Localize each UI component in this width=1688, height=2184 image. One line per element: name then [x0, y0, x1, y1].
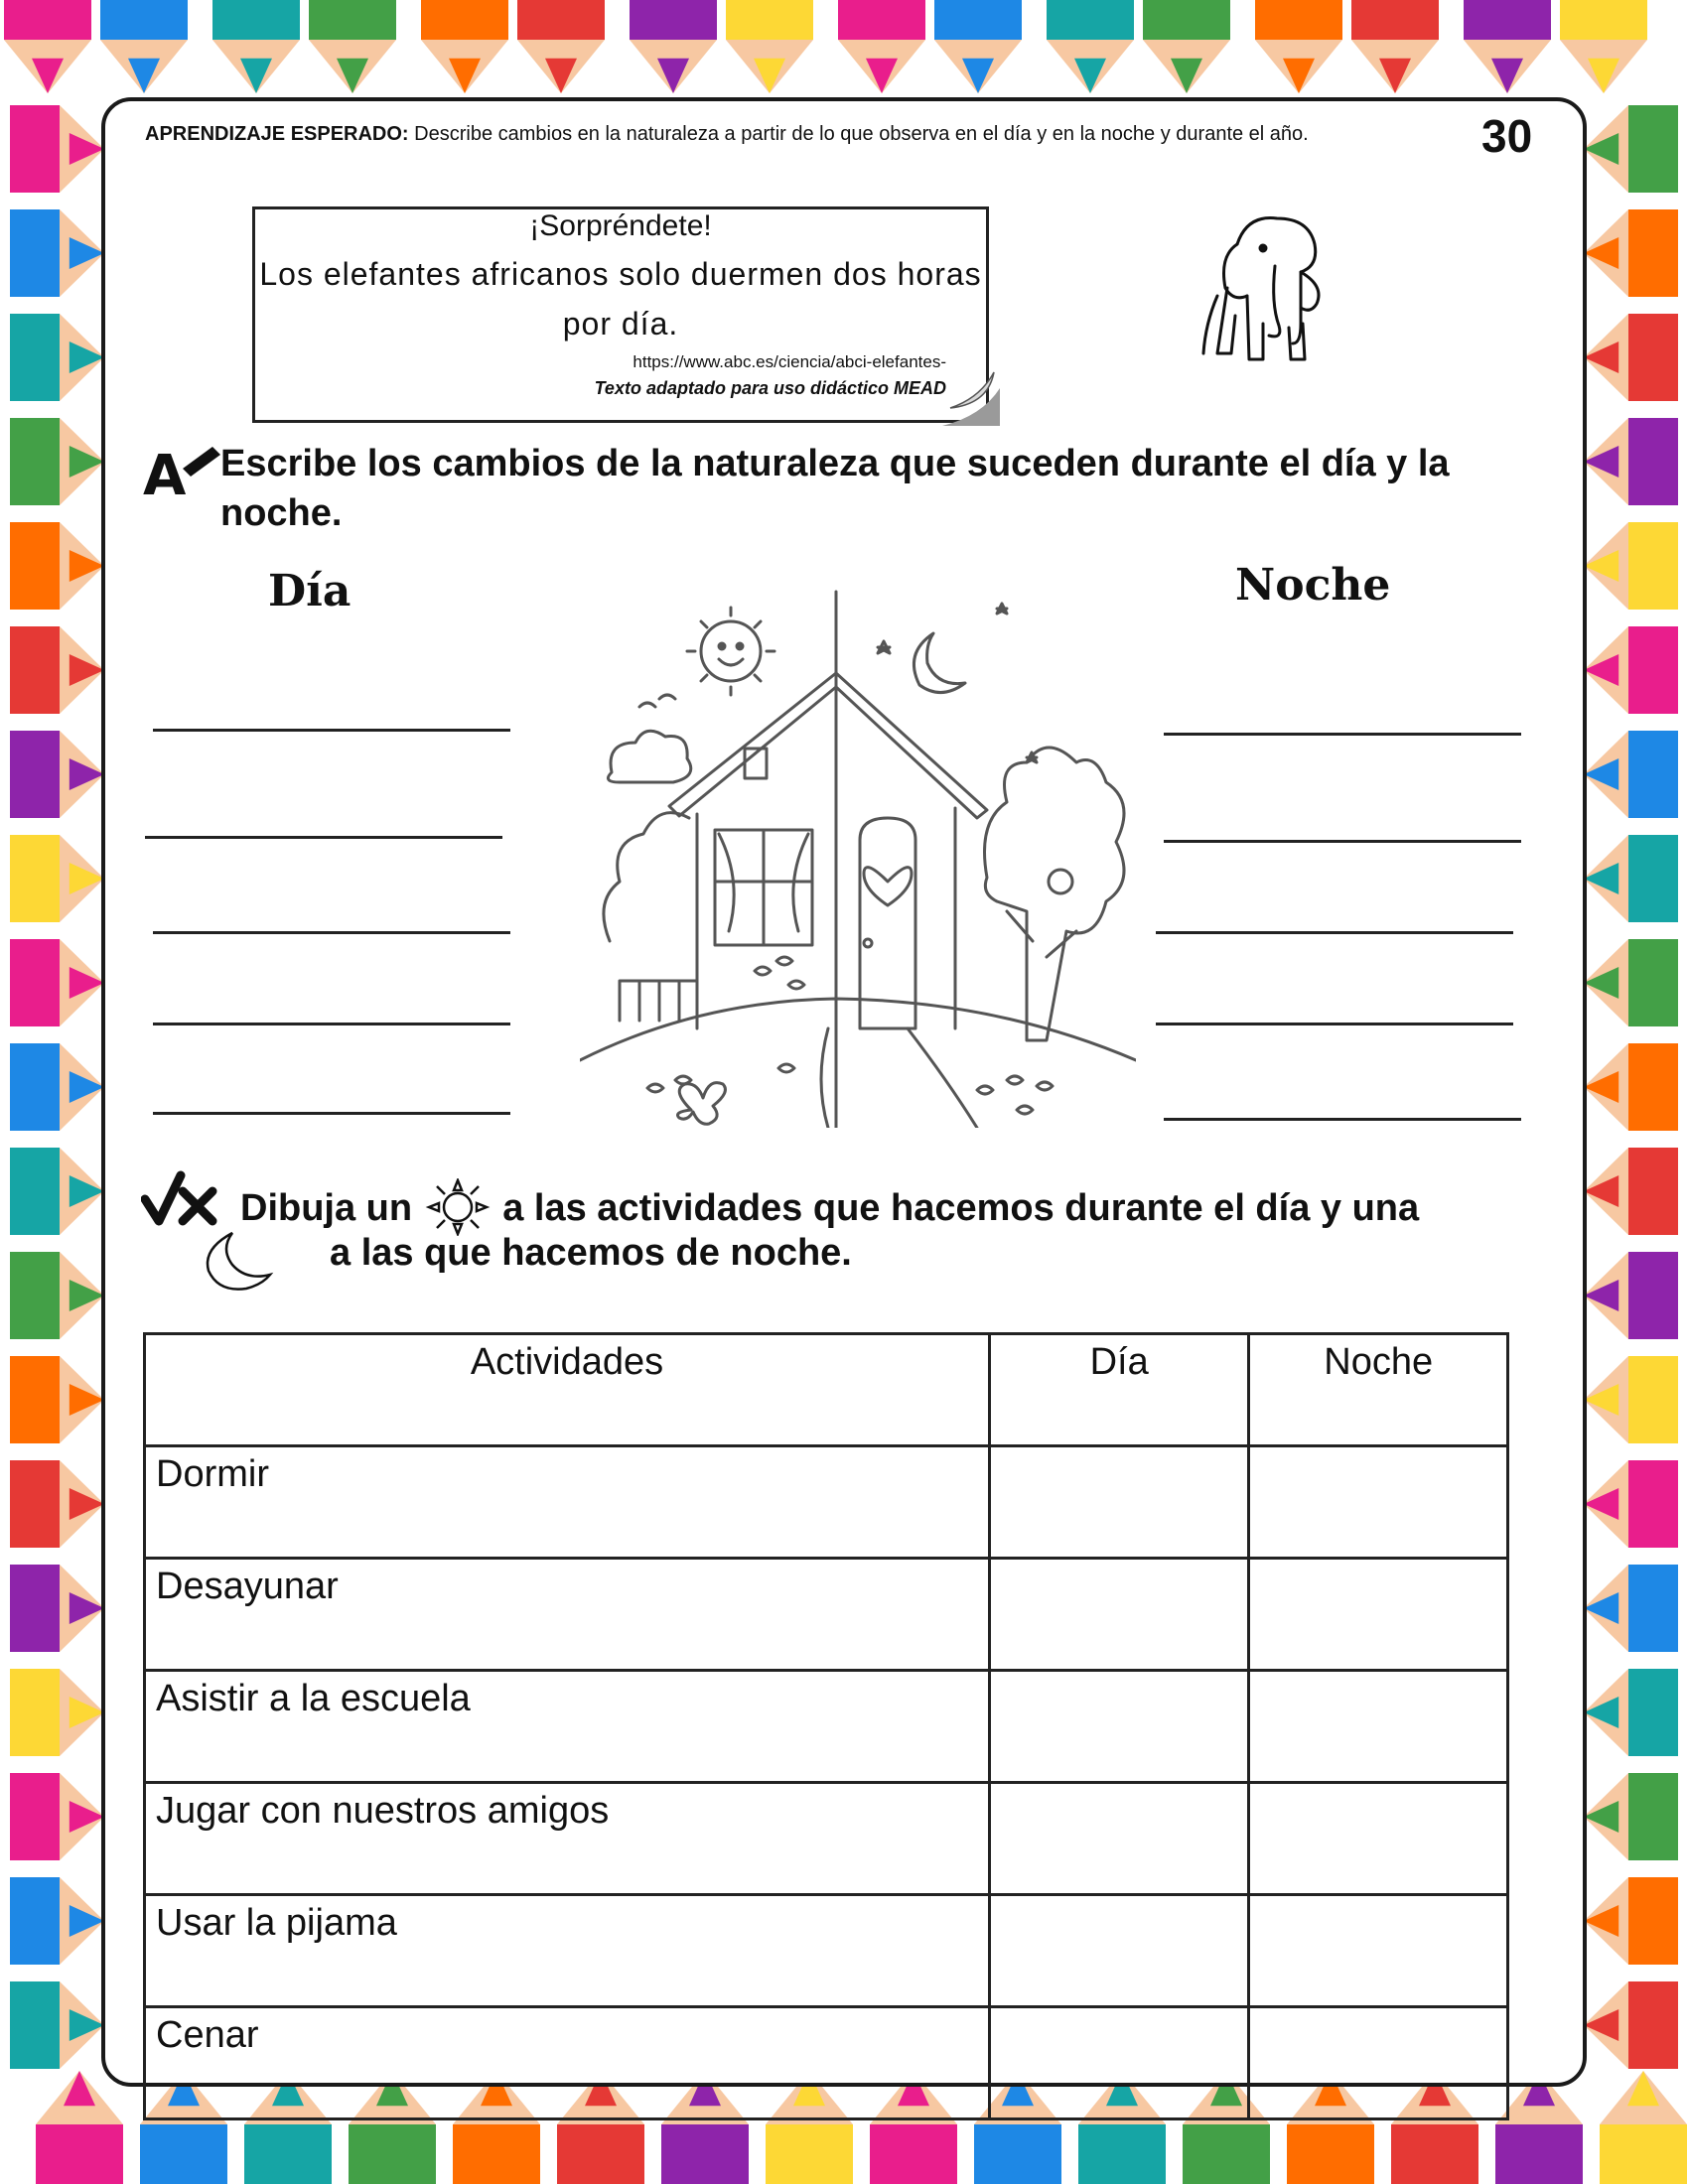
- table-row: [145, 1895, 1508, 2007]
- night-writing-line[interactable]: [1164, 1118, 1521, 1121]
- pencil-icon: [1584, 731, 1678, 818]
- pencil-icon: [1584, 314, 1678, 401]
- day-writing-line[interactable]: [145, 836, 502, 839]
- letter-a-pencil-icon: [143, 439, 222, 498]
- pencil-icon: [1584, 1877, 1678, 1965]
- instruction-a: Escribe los cambios de la naturaleza que suceden durante el día y la noche.: [220, 443, 1450, 534]
- pencil-icon: [1584, 105, 1678, 193]
- day-writing-line[interactable]: [153, 1023, 510, 1025]
- table-row: [145, 1446, 1508, 1559]
- pencil-icon: [10, 1356, 104, 1443]
- night-answer-cell[interactable]: [1249, 1559, 1508, 1671]
- pencil-icon: [1584, 522, 1678, 610]
- page-number: 30: [1481, 110, 1533, 162]
- night-answer-cell[interactable]: [1249, 1783, 1508, 1895]
- pencil-icon: [1464, 0, 1551, 93]
- pencil-icon: [1584, 939, 1678, 1026]
- pencil-icon: [1584, 1252, 1678, 1339]
- table-row: [145, 2007, 1508, 2119]
- day-night-house-illustration: [580, 584, 1136, 1128]
- pencil-icon: [1584, 1043, 1678, 1131]
- activity-name: Jugar con nuestros amigos: [145, 1783, 990, 1895]
- header-night: Noche: [1249, 1334, 1508, 1446]
- day-answer-cell[interactable]: [989, 1671, 1248, 1783]
- day-heading: Día: [268, 566, 352, 616]
- day-writing-line[interactable]: [153, 729, 510, 732]
- pencil-icon: [934, 0, 1022, 93]
- pencil-icon: [1584, 209, 1678, 297]
- table-row: [145, 1559, 1508, 1671]
- pencil-icon: [1560, 0, 1647, 93]
- activity-name: Asistir a la escuela: [145, 1671, 990, 1783]
- pencil-icon: [10, 1669, 104, 1756]
- learning-goal-label: APRENDIZAJE ESPERADO:: [145, 123, 409, 145]
- day-writing-line[interactable]: [153, 931, 510, 934]
- pencil-icon: [1584, 1981, 1678, 2069]
- pencil-icon: [1584, 1565, 1678, 1652]
- instruction-b-part2: a las actividades que hacemos durante el día y una: [502, 1187, 1420, 1229]
- pencil-icon: [10, 209, 104, 297]
- pencil-icon: [1255, 0, 1342, 93]
- instruction-b-part1: Dibuja un: [240, 1187, 413, 1229]
- fact-source: https://www.abc.es/ciencia/abci-elefantes-: [633, 352, 946, 371]
- night-answer-cell[interactable]: [1249, 2007, 1508, 2119]
- pencil-icon: [10, 731, 104, 818]
- checkmark-x-icon: [141, 1169, 220, 1229]
- pencil-icon: [838, 0, 925, 93]
- pencil-icon: [421, 0, 508, 93]
- day-answer-cell[interactable]: [989, 1446, 1248, 1559]
- pencil-icon: [10, 1565, 104, 1652]
- night-writing-line[interactable]: [1156, 1023, 1513, 1025]
- activity-name: Dormir: [145, 1446, 990, 1559]
- pencil-icon: [10, 522, 104, 610]
- svg-text:A: A: [143, 444, 187, 498]
- pencil-icon: [630, 0, 717, 93]
- pencil-icon: [10, 418, 104, 505]
- header-day: Día: [989, 1334, 1248, 1446]
- night-writing-line[interactable]: [1164, 733, 1521, 736]
- pencil-icon: [1584, 835, 1678, 922]
- fact-box: [252, 206, 989, 423]
- learning-goal: [145, 123, 1309, 146]
- pencil-icon: [1584, 418, 1678, 505]
- learning-goal-text: Describe cambios en la naturaleza a partir de lo que observa en el día y en la noche y durante el año.: [414, 123, 1309, 145]
- fact-title: ¡Sorpréndete!: [529, 209, 712, 242]
- page-curl-icon: [942, 368, 1000, 426]
- pencil-icon: [10, 1148, 104, 1235]
- day-answer-cell[interactable]: [989, 1895, 1248, 2007]
- worksheet-frame: [101, 97, 1587, 2087]
- activity-name: Desayunar: [145, 1559, 990, 1671]
- pencil-icon: [10, 939, 104, 1026]
- night-answer-cell[interactable]: [1249, 1671, 1508, 1783]
- fact-text: Los elefantes africanos solo duermen dos horas por día.: [259, 256, 982, 341]
- pencil-icon: [1143, 0, 1230, 93]
- night-answer-cell[interactable]: [1249, 1895, 1508, 2007]
- day-writing-line[interactable]: [153, 1112, 510, 1115]
- pencil-icon: [1584, 1148, 1678, 1235]
- pencil-icon: [517, 0, 605, 93]
- night-heading: Noche: [1235, 560, 1391, 611]
- activity-name: Usar la pijama: [145, 1895, 990, 2007]
- pencil-icon: [10, 105, 104, 193]
- day-answer-cell[interactable]: [989, 2007, 1248, 2119]
- pencil-icon: [10, 1773, 104, 1860]
- table-header-row: [145, 1334, 1508, 1446]
- pencil-icon: [1351, 0, 1439, 93]
- pencil-icon: [4, 0, 91, 93]
- pencil-icon: [726, 0, 813, 93]
- moon-icon: [203, 1229, 274, 1293]
- pencil-icon: [212, 0, 300, 93]
- night-writing-line[interactable]: [1164, 840, 1521, 843]
- pencil-icon: [1584, 1669, 1678, 1756]
- pencil-icon: [100, 0, 188, 93]
- pencil-icon: [10, 1460, 104, 1548]
- day-answer-cell[interactable]: [989, 1783, 1248, 1895]
- pencil-icon: [10, 835, 104, 922]
- activities-table: [143, 1332, 1509, 2120]
- pencil-icon: [10, 314, 104, 401]
- pencil-icon: [10, 1877, 104, 1965]
- header-activities: Actividades: [145, 1334, 990, 1446]
- activity-name: Cenar: [145, 2007, 990, 2119]
- day-answer-cell[interactable]: [989, 1559, 1248, 1671]
- pencil-icon: [1584, 1356, 1678, 1443]
- night-answer-cell[interactable]: [1249, 1446, 1508, 1559]
- elephant-icon: [1197, 205, 1336, 383]
- pencil-icon: [10, 1043, 104, 1131]
- night-writing-line[interactable]: [1156, 931, 1513, 934]
- pencil-icon: [10, 626, 104, 714]
- pencil-icon: [1584, 626, 1678, 714]
- pencil-icon: [10, 1252, 104, 1339]
- pencil-icon: [1047, 0, 1134, 93]
- pencil-icon: [10, 1981, 104, 2069]
- pencil-icon: [1600, 2071, 1687, 2184]
- fact-credit: Texto adaptado para uso didáctico MEAD: [594, 378, 946, 398]
- table-row: [145, 1671, 1508, 1783]
- table-row: [145, 1783, 1508, 1895]
- pencil-icon: [1584, 1773, 1678, 1860]
- pencil-icon: [36, 2071, 123, 2184]
- pencil-icon: [1584, 1460, 1678, 1548]
- pencil-icon: [309, 0, 396, 93]
- instruction-b-part3: a las que hacemos de noche.: [330, 1232, 852, 1274]
